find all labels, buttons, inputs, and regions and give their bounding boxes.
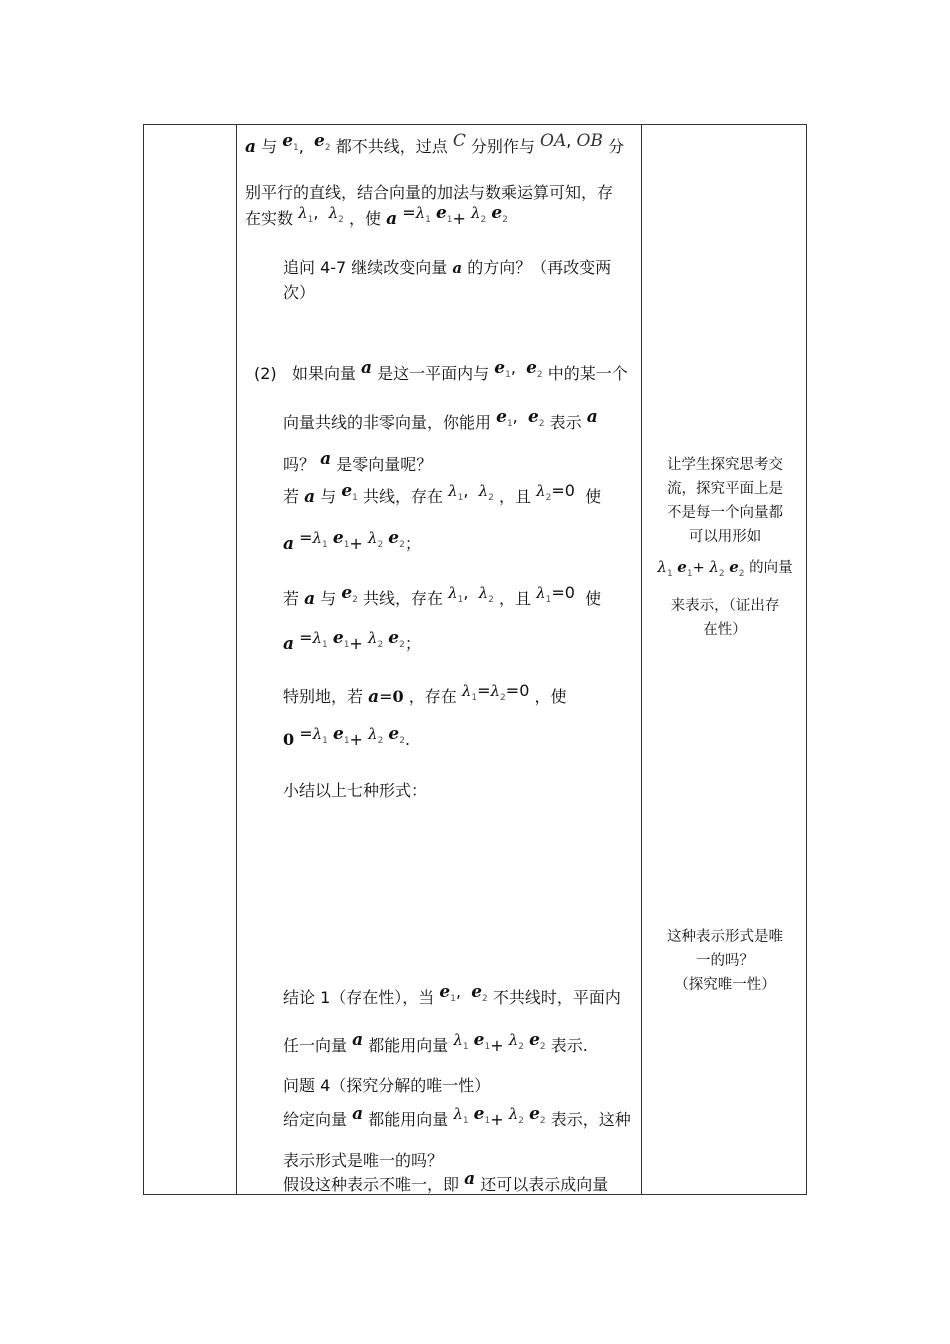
case-collinear-e1: 若 a 与 $e_1$ 共线，存在 $\lambda_1$, $\lambda_2$ ，且 $\lambda_2=0$ 使 xyxy=(283,481,602,507)
question-2-line3: 吗？ a 是零向量呢？ xyxy=(283,449,433,474)
column-divider-1 xyxy=(236,124,237,1195)
problem-4-line1: 给定向量 a 都能用向量 $\lambda_1$ $e_1+ \lambda_2$ $e_2$ 表示，这种 xyxy=(283,1104,631,1129)
summary-seven-forms: 小结以上七种形式： xyxy=(283,781,428,800)
column-divider-2 xyxy=(641,124,642,1195)
question-2-line2: 向量共线的非零向量，你能用 $e_1$, $e_2$ 表示 a xyxy=(283,407,598,432)
line-a-e1-e2-noncollinear: a 与 $e_1$, $e_2$ 都不共线，过点 C 分别作与 OA, OB 分 xyxy=(245,131,624,157)
case2-formula: $a =\lambda_1$ $e_1+ \lambda_2$ $e_2$； xyxy=(283,628,421,654)
conclusion-1-line1: 结论 1（存在性），当 $e_1$, $e_2$ 不共线时，平面内 xyxy=(283,982,621,1007)
line-exist-real-numbers: 在实数 $\lambda_1$, $\lambda_2$ ，使 $a =\lambda_1$ $e_1+ \lambda_2$ $e_2$ xyxy=(245,203,508,229)
case1-formula: $a =\lambda_1$ $e_1+ \lambda_2$ $e_2$； xyxy=(283,528,421,554)
conclusion-1-line2: 任一向量 a 都能用向量 $\lambda_1$ $e_1+ \lambda_2$ $e_2$ 表示. xyxy=(283,1030,588,1055)
followup-4-7: 追问 4-7 继续改变向量 a 的方向？（再改变两 xyxy=(283,258,612,277)
question-2-line1: (2) 如果向量 a 是这一平面内与 $e_1$, $e_2$ 中的某一个 xyxy=(254,358,628,383)
line-parallel-lines: 别平行的直线，结合向量的加法与数乘运算可知，存 xyxy=(245,183,614,202)
case-collinear-e2: 若 a 与 $e_2$ 共线，存在 $\lambda_1$, $\lambda_2$ ，且 $\lambda_1=0$ 使 xyxy=(283,583,602,609)
side-formula: $\lambda_1$ $e_1+ \lambda_2$ $e_2$ 的向量 xyxy=(657,558,793,579)
problem-4-line2: 表示形式是唯一的吗？ xyxy=(283,1151,444,1170)
problem-4-heading: 问题 4（探究分解的唯一性） xyxy=(283,1076,491,1095)
followup-4-7-cont: 次） xyxy=(283,283,316,302)
side-note-existence: 让学生探究思考交 流，探究平面上是 不是每一个向量都 可以用形如 $\lambda_1$ $e_1+ \lambda_2$ $e_2$ 的向量 来表示，（证出存 在性） xyxy=(650,453,800,642)
special-zero-case: 特别地，若 a=0 ，存在 $\lambda_1=\lambda_2=0$ ，使 xyxy=(283,681,567,707)
side-note-uniqueness: 这种表示形式是唯 一的吗？ （探究唯一性） xyxy=(667,929,783,993)
problem-4-line3: 假设这种表示不唯一，即 a 还可以表示成向量 xyxy=(283,1169,609,1194)
special-formula: $0 =\lambda_1$ $e_1+ \lambda_2$ $e_2$. xyxy=(283,724,411,749)
